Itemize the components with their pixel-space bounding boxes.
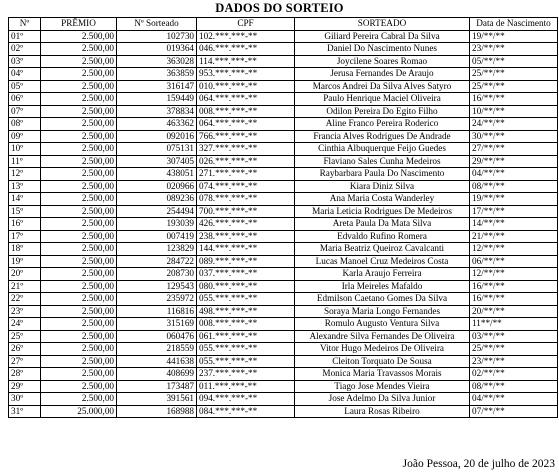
cell-drawn-number: 089236 <box>117 193 197 206</box>
cell-winner-name: Aline Franco Pereira Roderico <box>295 118 470 131</box>
cell-winner-name: Joycilene Soares Romao <box>295 55 470 68</box>
cell-number: 30º <box>9 393 41 406</box>
table-row <box>9 305 558 318</box>
table-row <box>9 143 558 156</box>
cell-birth-date: 16/**/** <box>470 280 558 293</box>
table-row <box>9 93 558 106</box>
cell-birth-date: 03/**/** <box>470 330 558 343</box>
cell-winner-name: Edvaldo Rufino Romera <box>295 230 470 243</box>
cell-number: 20º <box>9 268 41 281</box>
results-table <box>8 17 558 418</box>
cell-drawn-number: 173487 <box>117 380 197 393</box>
cell-prize: 2.500,00 <box>41 93 117 106</box>
cell-prize: 2.500,00 <box>41 30 117 43</box>
cell-drawn-number: 159449 <box>117 93 197 106</box>
table-row <box>9 43 558 56</box>
cell-prize: 2.500,00 <box>41 355 117 368</box>
header-row <box>9 18 558 31</box>
cell-winner-name: Lucas Manoel Cruz Medeiros Costa <box>295 255 470 268</box>
cell-birth-date: 24/**/** <box>470 118 558 131</box>
cell-number: 10º <box>9 143 41 156</box>
table-row <box>9 255 558 268</box>
cell-cpf: 498.***.***-** <box>197 305 295 318</box>
cell-birth-date: 16/**/** <box>470 93 558 106</box>
cell-winner-name: Alexandre Silva Fernandes De Oliveira <box>295 330 470 343</box>
cell-number: 08º <box>9 118 41 131</box>
table-row <box>9 218 558 231</box>
table-row <box>9 318 558 331</box>
cell-cpf: 766.***.***-** <box>197 130 295 143</box>
table-row <box>9 155 558 168</box>
cell-prize: 2.500,00 <box>41 243 117 256</box>
cell-cpf: 011.***.***-** <box>197 380 295 393</box>
cell-birth-date: 16/**/** <box>470 293 558 306</box>
cell-winner-name: Monica Maria Travassos Morais <box>295 368 470 381</box>
cell-birth-date: 04/**/** <box>470 168 558 181</box>
table-header <box>9 18 558 31</box>
table-row <box>9 405 558 418</box>
cell-number: 27º <box>9 355 41 368</box>
cell-cpf: 055.***.***-** <box>197 293 295 306</box>
cell-number: 29º <box>9 380 41 393</box>
cell-cpf: 055.***.***-** <box>197 343 295 356</box>
cell-number: 06º <box>9 93 41 106</box>
cell-winner-name: Raybarbara Paula Do Nascimento <box>295 168 470 181</box>
cell-drawn-number: 316147 <box>117 80 197 93</box>
table-row <box>9 55 558 68</box>
cell-winner-name: Flaviano Sales Cunha Medeiros <box>295 155 470 168</box>
cell-number: 24º <box>9 318 41 331</box>
cell-number: 19º <box>9 255 41 268</box>
cell-prize: 2.500,00 <box>41 105 117 118</box>
cell-birth-date: 25/**/** <box>470 343 558 356</box>
cell-number: 25º <box>9 330 41 343</box>
cell-drawn-number: 315169 <box>117 318 197 331</box>
cell-prize: 2.500,00 <box>41 293 117 306</box>
cell-prize: 2.500,00 <box>41 168 117 181</box>
table-row <box>9 280 558 293</box>
cell-winner-name: Areta Paula Da Mata Silva <box>295 218 470 231</box>
cell-number: 11º <box>9 155 41 168</box>
cell-cpf: 037.***.***-** <box>197 268 295 281</box>
cell-winner-name: Edmilson Caetano Gomes Da Silva <box>295 293 470 306</box>
table-row <box>9 230 558 243</box>
cell-number: 26º <box>9 343 41 356</box>
cell-winner-name: Marcos Andrei Da Silva Alves Satyro <box>295 80 470 93</box>
table-row <box>9 380 558 393</box>
cell-cpf: 061.***.***-** <box>197 330 295 343</box>
table-row <box>9 368 558 381</box>
cell-winner-name: Romulo Augusto Ventura Silva <box>295 318 470 331</box>
table-row <box>9 355 558 368</box>
cell-prize: 2.500,00 <box>41 393 117 406</box>
cell-cpf: 074.***.***-** <box>197 180 295 193</box>
cell-number: 14º <box>9 193 41 206</box>
cell-winner-name: Vitor Hugo Medeiros De Oliveira <box>295 343 470 356</box>
cell-drawn-number: 218559 <box>117 343 197 356</box>
cell-cpf: 114.***.***-** <box>197 55 295 68</box>
cell-cpf: 026.***.***-** <box>197 155 295 168</box>
cell-birth-date: 10/**/** <box>470 105 558 118</box>
cell-birth-date: 30/**/** <box>470 130 558 143</box>
cell-cpf: 094.***.***-** <box>197 393 295 406</box>
cell-cpf: 700.***.***-** <box>197 205 295 218</box>
cell-number: 23º <box>9 305 41 318</box>
cell-prize: 2.500,00 <box>41 118 117 131</box>
cell-birth-date: 02/**/** <box>470 368 558 381</box>
cell-drawn-number: 363859 <box>117 68 197 81</box>
cell-number: 04º <box>9 68 41 81</box>
cell-prize: 2.500,00 <box>41 193 117 206</box>
cell-birth-date: 12/**/** <box>470 268 558 281</box>
cell-number: 02º <box>9 43 41 56</box>
cell-birth-date: 11**/** <box>470 318 558 331</box>
cell-prize: 2.500,00 <box>41 368 117 381</box>
header-birth-date: Data de Nascimento <box>470 18 558 31</box>
header-winner: SORTEADO <box>295 18 470 31</box>
cell-drawn-number: 007419 <box>117 230 197 243</box>
cell-prize: 2.500,00 <box>41 43 117 56</box>
cell-winner-name: Soraya Maria Longo Fernandes <box>295 305 470 318</box>
table-row <box>9 205 558 218</box>
cell-cpf: 008.***.***-** <box>197 105 295 118</box>
cell-birth-date: 19/**/** <box>470 30 558 43</box>
table-row <box>9 393 558 406</box>
cell-prize: 2.500,00 <box>41 130 117 143</box>
cell-drawn-number: 235972 <box>117 293 197 306</box>
table-row <box>9 268 558 281</box>
cell-cpf: 102.***.***-** <box>197 30 295 43</box>
table-row <box>9 330 558 343</box>
cell-prize: 2.500,00 <box>41 318 117 331</box>
cell-winner-name: Jerusa Fernandes De Araujo <box>295 68 470 81</box>
cell-birth-date: 20/**/** <box>470 305 558 318</box>
cell-birth-date: 27/**/** <box>470 143 558 156</box>
cell-prize: 2.500,00 <box>41 380 117 393</box>
cell-prize: 2.500,00 <box>41 343 117 356</box>
table-row <box>9 343 558 356</box>
cell-drawn-number: 129543 <box>117 280 197 293</box>
header-number: Nº <box>9 18 41 31</box>
cell-number: 09º <box>9 130 41 143</box>
cell-cpf: 064.***.***-** <box>197 93 295 106</box>
cell-cpf: 046.***.***-** <box>197 43 295 56</box>
cell-cpf: 144.***.***-** <box>197 243 295 256</box>
cell-cpf: 327.***.***-** <box>197 143 295 156</box>
cell-drawn-number: 019364 <box>117 43 197 56</box>
cell-number: 03º <box>9 55 41 68</box>
cell-birth-date: 23/**/** <box>470 43 558 56</box>
cell-drawn-number: 254494 <box>117 205 197 218</box>
cell-cpf: 010.***.***-** <box>197 80 295 93</box>
cell-number: 15º <box>9 205 41 218</box>
cell-birth-date: 08/**/** <box>470 180 558 193</box>
cell-number: 05º <box>9 80 41 93</box>
cell-birth-date: 25/**/** <box>470 80 558 93</box>
cell-birth-date: 04/**/** <box>470 393 558 406</box>
cell-prize: 2.500,00 <box>41 143 117 156</box>
header-drawn-number: Nº Sorteado <box>117 18 197 31</box>
cell-drawn-number: 378834 <box>117 105 197 118</box>
cell-prize: 2.500,00 <box>41 205 117 218</box>
cell-birth-date: 05/**/** <box>470 55 558 68</box>
cell-birth-date: 21/**/** <box>470 230 558 243</box>
cell-prize: 2.500,00 <box>41 330 117 343</box>
cell-number: 18º <box>9 243 41 256</box>
cell-cpf: 953.***.***-** <box>197 68 295 81</box>
cell-winner-name: Karla Araujo Ferreira <box>295 268 470 281</box>
cell-drawn-number: 102730 <box>117 30 197 43</box>
cell-number: 22º <box>9 293 41 306</box>
cell-cpf: 078.***.***-** <box>197 193 295 206</box>
cell-prize: 2.500,00 <box>41 268 117 281</box>
cell-cpf: 055.***.***-** <box>197 355 295 368</box>
cell-drawn-number: 307405 <box>117 155 197 168</box>
page-title: DADOS DO SORTEIO <box>215 1 344 15</box>
cell-birth-date: 08/**/** <box>470 380 558 393</box>
cell-winner-name: Laura Rosas Ribeiro <box>295 405 470 418</box>
cell-drawn-number: 441638 <box>117 355 197 368</box>
cell-prize: 2.500,00 <box>41 230 117 243</box>
footer-date-place: João Pessoa, 20 de julho de 2023 <box>402 458 555 470</box>
cell-cpf: 237.***.***-** <box>197 368 295 381</box>
cell-number: 01º <box>9 30 41 43</box>
table-row <box>9 243 558 256</box>
cell-drawn-number: 463362 <box>117 118 197 131</box>
cell-birth-date: 19/**/** <box>470 193 558 206</box>
cell-prize: 25.000,00 <box>41 405 117 418</box>
cell-cpf: 089.***.***-** <box>197 255 295 268</box>
table-row <box>9 293 558 306</box>
cell-winner-name: Giliard Pereira Cabral Da Silva <box>295 30 470 43</box>
cell-drawn-number: 123829 <box>117 243 197 256</box>
cell-drawn-number: 208730 <box>117 268 197 281</box>
cell-winner-name: Cinthia Albuquerque Feijo Guedes <box>295 143 470 156</box>
cell-number: 17º <box>9 230 41 243</box>
header-prize: PRÊMIO <box>41 18 117 31</box>
table-body <box>9 30 558 418</box>
cell-drawn-number: 408699 <box>117 368 197 381</box>
cell-cpf: 064.***.***-** <box>197 118 295 131</box>
cell-birth-date: 06/**/** <box>470 255 558 268</box>
cell-number: 16º <box>9 218 41 231</box>
table-row <box>9 180 558 193</box>
cell-drawn-number: 193039 <box>117 218 197 231</box>
cell-winner-name: Ana Maria Costa Wanderley <box>295 193 470 206</box>
cell-drawn-number: 391561 <box>117 393 197 406</box>
cell-cpf: 238.***.***-** <box>197 230 295 243</box>
cell-cpf: 084.***.***-** <box>197 405 295 418</box>
cell-prize: 2.500,00 <box>41 180 117 193</box>
cell-prize: 2.500,00 <box>41 280 117 293</box>
cell-winner-name: Kiara Diniz Silva <box>295 180 470 193</box>
cell-drawn-number: 075131 <box>117 143 197 156</box>
cell-birth-date: 12/**/** <box>470 243 558 256</box>
table-row <box>9 68 558 81</box>
cell-winner-name: Paulo Henrique Maciel Oliveira <box>295 93 470 106</box>
cell-cpf: 426.***.***-** <box>197 218 295 231</box>
header-cpf: CPF <box>197 18 295 31</box>
cell-drawn-number: 116816 <box>117 305 197 318</box>
cell-winner-name: Cleiton Torquato De Sousa <box>295 355 470 368</box>
table-row <box>9 193 558 206</box>
cell-birth-date: 25/**/** <box>470 68 558 81</box>
cell-winner-name: Daniel Do Nascimento Nunes <box>295 43 470 56</box>
cell-drawn-number: 363028 <box>117 55 197 68</box>
cell-winner-name: Maria Leticia Rodrigues De Medeiros <box>295 205 470 218</box>
cell-prize: 2.500,00 <box>41 55 117 68</box>
table-row <box>9 168 558 181</box>
cell-birth-date: 17/**/** <box>470 205 558 218</box>
cell-number: 21º <box>9 280 41 293</box>
cell-winner-name: Jose Adelmo Da Silva Junior <box>295 393 470 406</box>
cell-birth-date: 07/**/** <box>470 405 558 418</box>
cell-winner-name: Irla Meireles Mafaldo <box>295 280 470 293</box>
cell-cpf: 080.***.***-** <box>197 280 295 293</box>
cell-drawn-number: 438051 <box>117 168 197 181</box>
table-row <box>9 105 558 118</box>
cell-drawn-number: 284722 <box>117 255 197 268</box>
cell-prize: 2.500,00 <box>41 80 117 93</box>
cell-drawn-number: 168988 <box>117 405 197 418</box>
cell-drawn-number: 060476 <box>117 330 197 343</box>
cell-cpf: 271.***.***-** <box>197 168 295 181</box>
cell-cpf: 008.***.***-** <box>197 318 295 331</box>
table-row <box>9 130 558 143</box>
cell-birth-date: 14/**/** <box>470 218 558 231</box>
table-row <box>9 80 558 93</box>
cell-drawn-number: 020966 <box>117 180 197 193</box>
cell-number: 12º <box>9 168 41 181</box>
cell-winner-name: Francia Alves Rodrigues De Andrade <box>295 130 470 143</box>
table-row <box>9 30 558 43</box>
cell-prize: 2.500,00 <box>41 68 117 81</box>
cell-winner-name: Odilon Pereira Do Egito Filho <box>295 105 470 118</box>
cell-prize: 2.500,00 <box>41 255 117 268</box>
cell-prize: 2.500,00 <box>41 305 117 318</box>
cell-drawn-number: 092016 <box>117 130 197 143</box>
cell-prize: 2.500,00 <box>41 218 117 231</box>
cell-winner-name: Maria Beatriz Queiroz Cavalcanti <box>295 243 470 256</box>
cell-number: 31º <box>9 405 41 418</box>
cell-birth-date: 29/**/** <box>470 155 558 168</box>
cell-number: 07º <box>9 105 41 118</box>
table-row <box>9 118 558 131</box>
cell-winner-name: Tiago Jose Mendes Vieira <box>295 380 470 393</box>
cell-number: 28º <box>9 368 41 381</box>
cell-prize: 2.500,00 <box>41 155 117 168</box>
cell-birth-date: 23/**/** <box>470 355 558 368</box>
cell-number: 13º <box>9 180 41 193</box>
